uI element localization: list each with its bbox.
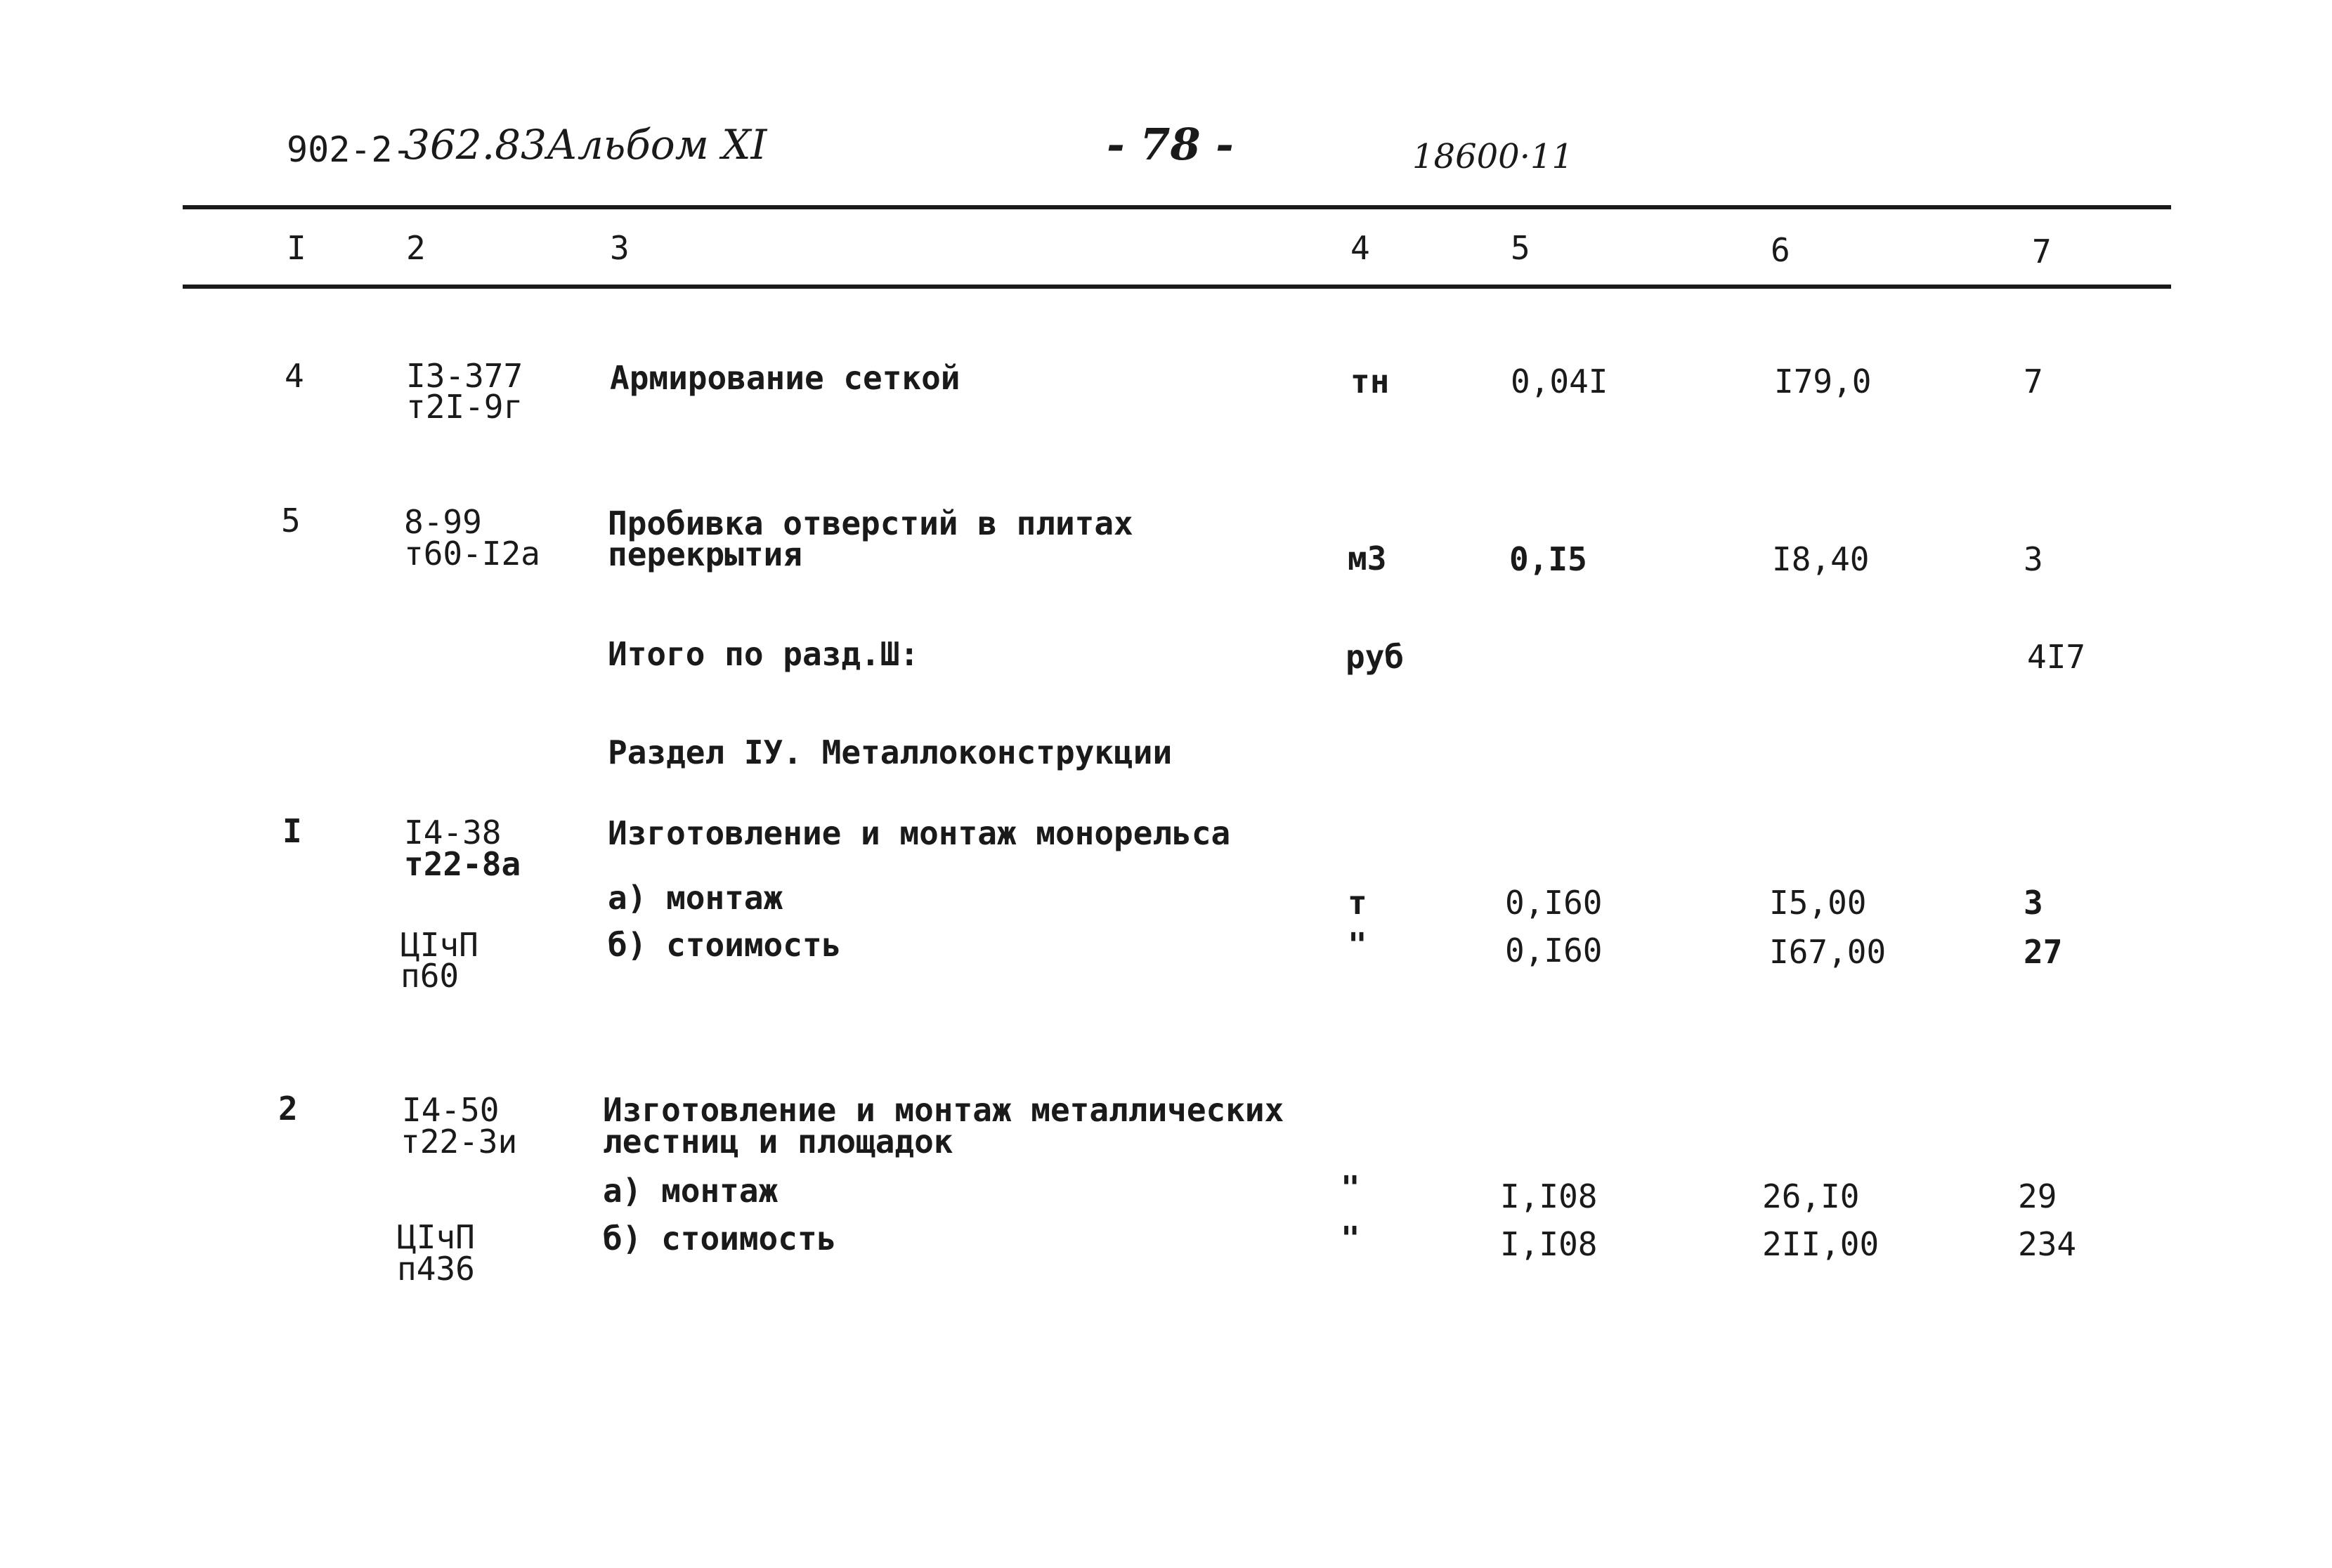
unit-price: I8,40	[1772, 540, 1870, 578]
table-code: т22-8а	[404, 845, 521, 883]
work-description: Изготовление и монтаж монорельса	[608, 814, 1231, 852]
unit-price: 2II,00	[1762, 1225, 1880, 1263]
column-header-4: 4	[1350, 229, 1370, 267]
norm-code: I4-50	[402, 1091, 500, 1129]
table-top-rule	[183, 205, 2171, 209]
total-cost: 3	[2024, 540, 2043, 578]
norm-code: 8-99	[404, 503, 482, 541]
unit: "	[1341, 1220, 1360, 1257]
doc-code-printed: 902-2-	[287, 129, 414, 170]
unit: м3	[1348, 540, 1387, 577]
work-description: Армирование сеткой	[610, 359, 960, 397]
column-header-6: 6	[1771, 231, 1790, 269]
column-header-2: 2	[406, 229, 426, 267]
total-cost: 3	[2024, 884, 2043, 922]
unit: тн	[1350, 362, 1390, 400]
table-code: т60-I2а	[404, 535, 540, 573]
quantity: 0,I60	[1505, 884, 1603, 922]
row-number: 5	[281, 502, 301, 540]
unit: т	[1348, 884, 1367, 922]
table-code: т22-3и	[400, 1123, 518, 1161]
page-number: - 78 -	[1107, 119, 1234, 170]
price-list-position: п436	[397, 1250, 475, 1288]
subitem-description: а) монтаж	[603, 1172, 779, 1210]
unit: "	[1348, 926, 1367, 964]
unit: "	[1341, 1169, 1360, 1207]
unit-price: I79,0	[1774, 362, 1872, 400]
subtotal-total: 4I7	[2027, 638, 2086, 676]
row-number: 2	[278, 1090, 298, 1128]
subitem-description: а) монтаж	[608, 879, 783, 917]
subtotal-unit: руб	[1346, 638, 1405, 676]
section-heading: Раздел IУ. Металлоконструкции	[608, 733, 1173, 771]
work-description-cont: лестниц и площадок	[603, 1123, 953, 1161]
unit-price: I67,00	[1769, 933, 1887, 971]
total-cost: 7	[2024, 362, 2043, 400]
unit-price: I5,00	[1769, 884, 1867, 922]
work-description: Изготовление и монтаж металлических	[603, 1091, 1284, 1129]
row-number: I	[282, 812, 302, 850]
column-header-3: 3	[610, 229, 630, 267]
doc-code-handwritten: 362.83Альбом XI	[404, 121, 767, 169]
column-header-7: 7	[2032, 233, 2052, 270]
quantity: I,I08	[1500, 1177, 1598, 1215]
norm-code: I4-38	[404, 814, 502, 851]
table-code: т2I-9г	[406, 388, 523, 426]
price-list-code: ЦIчП	[397, 1218, 475, 1256]
price-list-position: п60	[400, 957, 460, 995]
row-number: 4	[285, 357, 304, 395]
unit-price: 26,I0	[1762, 1177, 1860, 1215]
norm-code: I3-377	[406, 357, 523, 395]
total-cost: 234	[2018, 1225, 2077, 1263]
quantity: 0,I60	[1505, 932, 1603, 969]
table-header-rule	[183, 285, 2171, 289]
quantity: I,I08	[1500, 1225, 1598, 1263]
column-header-1: I	[287, 229, 306, 267]
column-header-5: 5	[1511, 229, 1530, 267]
work-description: Пробивка отверстий в плитах	[608, 504, 1133, 542]
stamp-number: 18600·11	[1412, 137, 1574, 176]
total-cost: 29	[2018, 1177, 2057, 1215]
subitem-description: б) стоимость	[608, 926, 842, 964]
quantity: 0,04I	[1511, 362, 1608, 400]
total-cost: 27	[2024, 933, 2063, 971]
subitem-description: б) стоимость	[603, 1220, 837, 1257]
subtotal-label: Итого по разд.Ш:	[608, 635, 920, 673]
work-description-cont: перекрытия	[608, 535, 802, 573]
price-list-code: ЦIчП	[400, 926, 478, 964]
quantity: 0,I5	[1509, 540, 1587, 578]
